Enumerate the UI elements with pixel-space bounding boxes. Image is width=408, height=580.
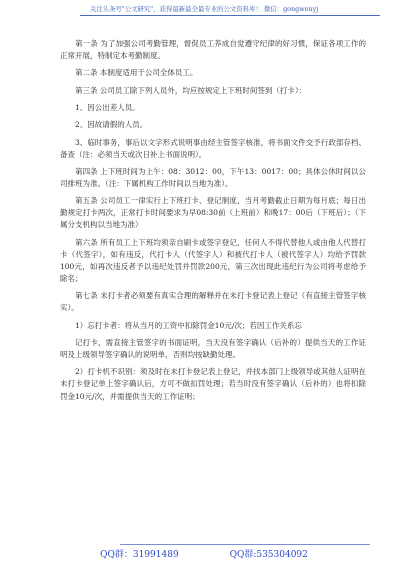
document-body xyxy=(60,38,366,408)
footer-divider xyxy=(120,544,370,545)
list-item: 2、因故请假的人员。 xyxy=(75,120,148,130)
footer-qq-group-2: QQ群:535304092 xyxy=(229,550,308,560)
article-3: 第三条 公司员工除下列人员外，均应按规定上下班时间签到（打卡）： xyxy=(75,85,307,95)
list-item: 3、临时事务，事后以文字形式说明事由经主管签字核准，将书面文件交予行政部存档、备查（注：必须当天或次日补上书面说明）。 xyxy=(60,137,366,159)
list-item: 1、因公出差人员。 xyxy=(75,102,140,112)
article-7: 第七条 未打卡者必须要有真实合理的解释并在未打卡登记表上登记（有直接主管签字核实）。 xyxy=(60,291,366,313)
article-1: 第一条 为了加强公司考勤管理，督促员工养成自觉遵守纪律的好习惯，保证各项工作的正常开展，特制定本考勤制度。 xyxy=(60,39,366,61)
header-banner: 关注头条号"公文研究"，获得最新最全最专业的公文资料库！ 微信：gongwenyj xyxy=(89,5,319,13)
article-5: 第五条 公司员工一律实行上下班打卡、登记制度，当月考勤截止日期为每月底；每日出勤规定打卡两次，正常打卡时间要求为早08:30前（上班前）和晚17：00后（下班后）；（下属分支机构以当地为准） xyxy=(60,196,366,230)
list-item: 2）打卡机不识别：须及时在未打卡登记表上登记，并找本部门上级领导或其他人证明在未打卡登记单上签字确认后，方可不做扣罚处理；若当时没有签字确认（后补的）也将扣除罚金10元/次，并需提供当天的工作证明； xyxy=(60,367,366,401)
article-6: 第六条 所有员工上下班均须亲自刷卡或签字登记，任何人不得代替他人或由他人代替打卡（代签字），如有违反，代打卡人（代签字人）和被代打卡人（被代签字人）均给予罚款100元，如再次违反者予以违纪处罚并罚款200元，第三次出现此违纪行为公司将考虑给予除名； xyxy=(60,237,366,283)
article-2: 第二条 本制度适用于公司全体员工。 xyxy=(75,68,198,78)
header-divider xyxy=(80,15,380,16)
list-item: 1）忘打卡者：将从当月的工资中扣除罚金10元/次；若因工作关系忘 xyxy=(75,320,302,330)
article-4: 第四条 上下班时间为上午：08：3012：00，下午13：0017：00；具体公休时间以公司排班为准。（注：下属机构工作时间以当地为准）。 xyxy=(60,166,366,188)
footer xyxy=(0,547,408,560)
paragraph: 记打卡，需直接主管签字的书面证明，当天没有签字确认（后补的）提供当天的工作证明及上级领导签字确认的说明单，否则均按缺勤处理。 xyxy=(60,337,366,360)
footer-qq-group-1: QQ群：31991489 xyxy=(100,550,179,560)
